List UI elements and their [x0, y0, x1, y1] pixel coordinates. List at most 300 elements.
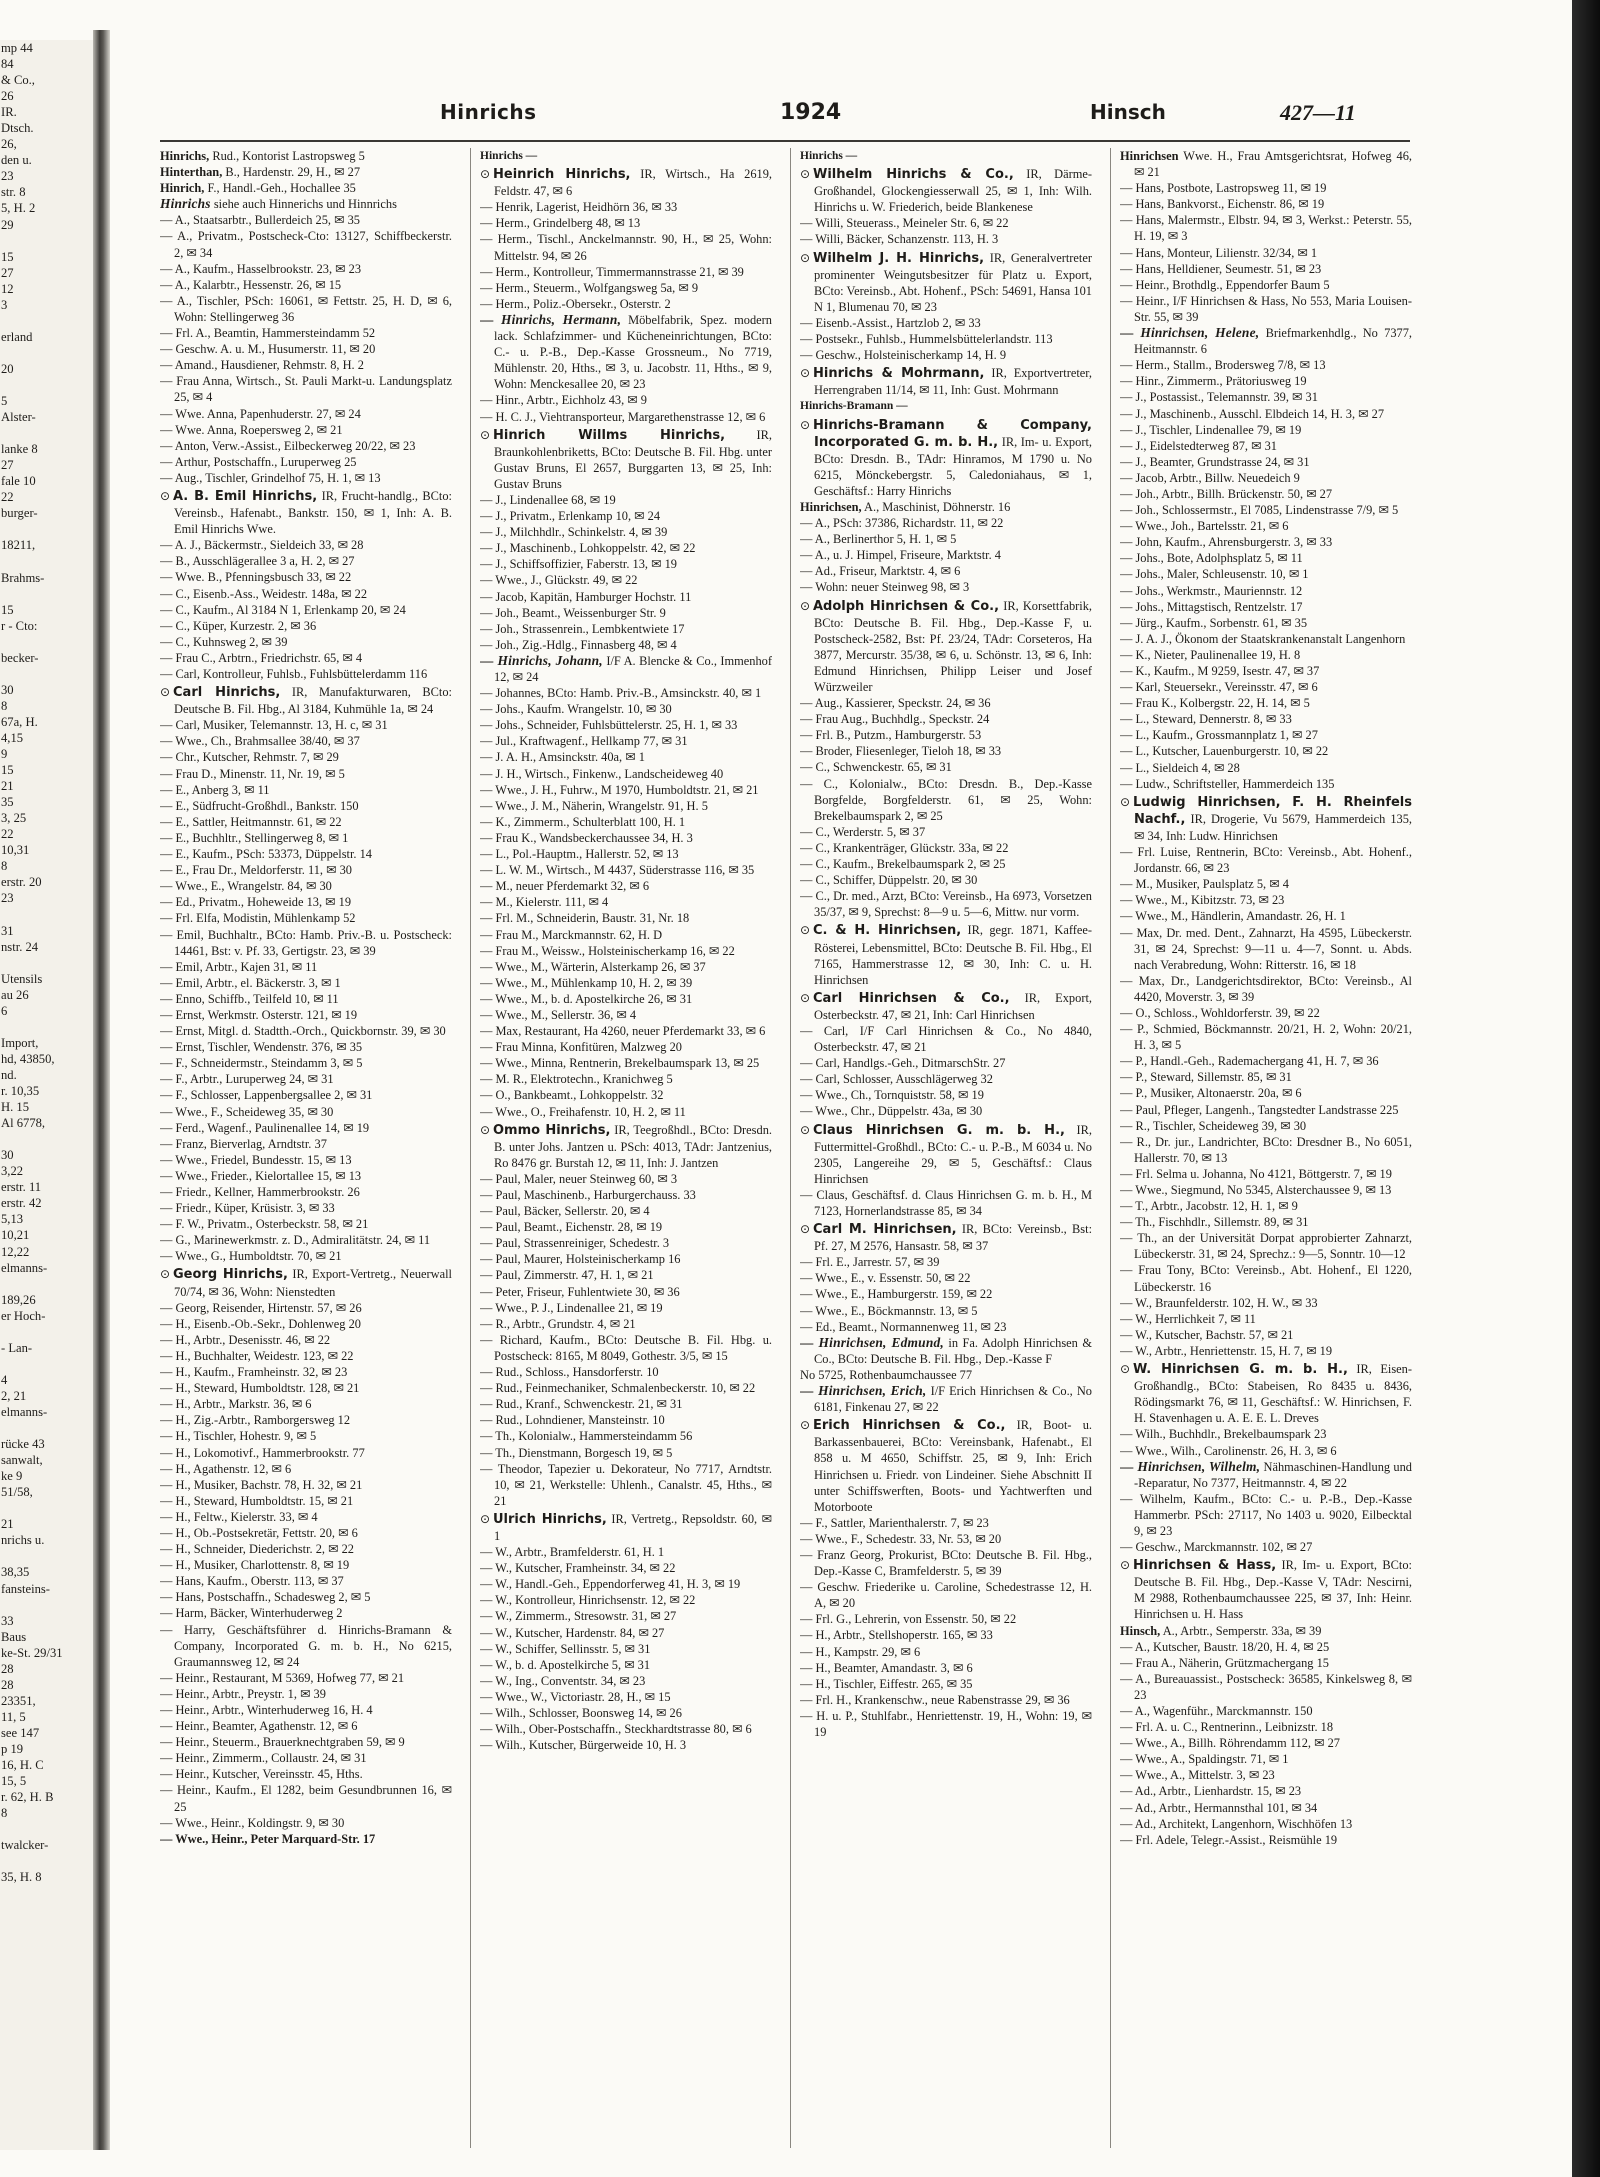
left-page-line: 15 [1, 249, 14, 264]
directory-entry: — T., Arbtr., Jacobstr. 12, H. 1, ✉ 9 [1120, 1199, 1298, 1214]
left-page-line: twalcker- [1, 1838, 49, 1853]
directory-entry: — Wwe., Frieder., Kielortallee 15, ✉ 13 [160, 1168, 362, 1183]
directory-entry: — Anton, Verw.-Assist., Eilbeckerweg 20/22, ✉ 23 [160, 438, 416, 453]
left-page-line: erstr. 20 [1, 875, 42, 890]
directory-entry [1120, 148, 1412, 180]
directory-entry: — Emil, Buchhaltr., BCto: Hamb. Priv.-B. u. Postscheck: 14461, Bst: v. Pf. 33, Gertigstr. 23, ✉ 39 [160, 927, 452, 958]
entry-name: Hinrichs & Mohrmann, [813, 366, 985, 382]
left-page-line [0, 1500, 93, 1516]
left-page-line: 8 [1, 1806, 8, 1821]
entry-details: IR, Teegroßhdl., BCto: Dresdn. B. unter Johs. Jantzen u. PSch: 4013, TAdr: Jantzenius, Ro 8476 gr. Burstah 12, ✉ 11, Inh: J. Jantzen [494, 1122, 772, 1170]
entry-details: IR, Boot- u. Barkassenbauerei, BCto: Vereinsbank, Hafenabt., El 858 u. M 4650, Schiffstr. 25, ✉ 9, Inh: Erich Hinrichsen u. Friedr. von Lindeiner. Siehe Abschnitt II unter Schiffswerften, Boots- und Yachtwerften und Motorboote [814, 1418, 1092, 1514]
firm-marker-icon: ⊙ [480, 1122, 491, 1137]
entry-name: Hinrichsen, [800, 499, 862, 514]
directory-entry: — Frl. M., Schneiderin, Baustr. 31, Nr. 18 [480, 911, 690, 926]
directory-entry: — E., Anberg 3, ✉ 11 [160, 782, 270, 797]
directory-entry: — L., Kutscher, Lauenburgerstr. 10, ✉ 22 [1120, 744, 1329, 759]
directory-entry: — Paul, Pfleger, Langenh., Tangstedter Landstrasse 225 [1120, 1102, 1399, 1117]
left-page-line: 8 [1, 859, 8, 874]
firm-entry [800, 417, 1092, 499]
directory-entry [160, 164, 452, 180]
left-page-line: nstr. 24 [1, 939, 39, 954]
directory-entry: — Geschw., Holsteinischerkamp 14, H. 9 [800, 348, 1007, 363]
directory-entry: — F., Arbtr., Luruperweg 24, ✉ 31 [160, 1072, 334, 1087]
left-page-line [0, 1597, 93, 1613]
firm-entry [480, 427, 772, 492]
directory-entry: — Wwe., J. M., Näherin, Wrangelstr. 91, H. 5 [480, 798, 708, 813]
directory-entry: — Frau Anna, Wirtsch., St. Pauli Markt-u. Landungsplatz 25, ✉ 4 [160, 374, 452, 405]
firm-marker-icon: ⊙ [800, 598, 811, 613]
left-page-line: elmanns- [1, 1404, 48, 1419]
left-page-line: Import, [1, 1035, 39, 1050]
directory-entry: — J., Postassist., Telemannstr. 39, ✉ 31 [1120, 390, 1318, 405]
directory-entry: — Wwe., Wilh., Carolinenstr. 26, H. 3, ✉ 6 [1120, 1443, 1337, 1458]
directory-entry: — Wilhelm, Kaufm., BCto: C.- u. P.-B., Dep.-Kasse Hammerbr. PSch: 27117, No 1403 u. 9020, Eilbecktal 9, ✉ 23 [1120, 1491, 1412, 1538]
directory-entry: — J., Schiffsoffizier, Faberstr. 13, ✉ 19 [480, 557, 677, 572]
directory-entry: — Johannes, BCto: Hamb. Priv.-B., Amsinckstr. 40, ✉ 1 [480, 686, 762, 701]
directory-entry: — Frau M., Marckmannstr. 62, H. D [480, 927, 663, 942]
directory-entry: — Wwe., M., b. d. Apostelkirche 26, ✉ 31 [480, 991, 693, 1006]
directory-entry: — Heinr., I/F Hinrichsen & Hass, No 553, Maria Louisen-Str. 55, ✉ 39 [1120, 293, 1412, 324]
directory-entry [160, 148, 452, 164]
firm-entry [800, 1221, 1092, 1254]
left-page-line: hd, 43850, [1, 1051, 55, 1066]
directory-entry: — Frl. Selma u. Johanna, No 4121, Böttgerstr. 7, ✉ 19 [1120, 1166, 1392, 1181]
firm-marker-icon: ⊙ [160, 1267, 171, 1282]
directory-entry: — L. W. M., Wirtsch., M 4437, Süderstrasse 116, ✉ 35 [480, 863, 755, 878]
entry-name: Hinrich, [160, 181, 205, 196]
entry-details: IR, Drogerie, Vu 5679, Hammerdeich 135, ✉ 34, Inh: Ludw. Hinrichsen [1134, 811, 1412, 843]
directory-entry: — F. W., Privatm., Osterbeckstr. 58, ✉ 21 [160, 1217, 369, 1232]
left-page-line: becker- [1, 650, 39, 665]
directory-entry [1120, 1623, 1412, 1639]
directory-entry: — E., Sattler, Heitmannstr. 61, ✉ 22 [160, 814, 342, 829]
directory-entry: — W., Zimmerm., Stresowstr. 31, ✉ 27 [480, 1609, 677, 1624]
directory-entry: — Wwe., M., Händlerin, Amandastr. 26, H. 1 [1120, 909, 1346, 924]
left-page-line: 10,21 [1, 1228, 30, 1243]
left-page-line: erstr. 42 [1, 1196, 42, 1211]
entry-details: Rud., Kontorist Lastropsweg 5 [212, 149, 365, 163]
directory-entry: — Carl, Musiker, Telemannstr. 13, H. c, ✉ 31 [160, 718, 388, 733]
directory-entry: — Rud., Schloss., Hansdorferstr. 10 [480, 1365, 659, 1380]
directory-entry: — Carl, Handlgs.-Geh., DitmarschStr. 27 [800, 1056, 1006, 1071]
directory-entry: — C., Kaufm., Al 3184 N 1, Erlenkamp 20, ✉ 24 [160, 602, 406, 617]
left-page-line: au 26 [1, 987, 29, 1002]
left-page-line [0, 1821, 93, 1837]
directory-entry: — Geschw. Friederike u. Caroline, Schedestrasse 12, H. A, ✉ 20 [800, 1580, 1092, 1611]
directory-entry: — H., Musiker, Charlottenstr. 8, ✉ 19 [160, 1558, 350, 1573]
directory-entry: — Wwe., Minna, Rentnerin, Brekelbaumspark 13, ✉ 25 [480, 1056, 760, 1071]
left-page-line [0, 521, 93, 537]
left-page-line: 35 [1, 795, 14, 810]
directory-entry: — Broder, Fliesenleger, Tieloh 18, ✉ 33 [800, 744, 1002, 759]
directory-entry: — Ernst, Mitgl. d. Stadtth.-Orch., Quickbornstr. 39, ✉ 30 [160, 1024, 446, 1039]
left-page-line: nd. [1, 1068, 17, 1082]
entry-name: Claus Hinrichsen G. m. b. H., [813, 1122, 1065, 1138]
left-page-line [0, 955, 93, 971]
page-number: 427—11 [1280, 100, 1356, 125]
directory-entry: — Frl. H., Krankenschw., neue Rabenstrasse 29, ✉ 36 [800, 1692, 1070, 1707]
directory-entry: — A., Kutscher, Baustr. 18/20, H. 4, ✉ 25 [1120, 1639, 1330, 1654]
entry-details: IR, Exportvertreter, Herrengraben 11/14, ✉ 11, Inh: Gust. Mohrmann [814, 366, 1092, 398]
directory-entry: — C., Dr. med., Arzt, BCto: Vereinsb., Ha 6973, Vorsetzen 35/37, ✉ 9, Sprechst: 8—9 u. 5—6, Mittw. nur vorm. [800, 889, 1092, 920]
header-rule [160, 140, 1410, 142]
left-page-line: ke 9 [1, 1469, 23, 1484]
entry-details: IR, gegr. 1871, Kaffee-Rösterei, Lebensmittel, BCto: Deutsche B. Fil. Hbg., El 7165, Hammerstrasse 12, ✉ 30, Inh: C. u. H. Hinrichsen [814, 923, 1092, 987]
directory-entry: — Heinr., Beamter, Agathenstr. 12, ✉ 6 [160, 1719, 358, 1734]
directory-entry: — P., Steward, Sillemstr. 85, ✉ 31 [1120, 1070, 1292, 1085]
directory-entry: — H., Ob.-Postsekretär, Fettstr. 20, ✉ 6 [160, 1525, 358, 1540]
directory-entry: — Herm., Kontrolleur, Timmermannstrasse 21, ✉ 39 [480, 264, 744, 279]
entry-details: IR, Export, Osterbeckstr. 47, ✉ 21, Inh: Carl Hinrichsen [814, 990, 1092, 1022]
directory-entry: — Heinr., Brothdlg., Eppendorfer Baum 5 [1120, 277, 1330, 292]
directory-entry: — Ad., Architekt, Langenhorn, Wischhöfen 13 [1120, 1816, 1353, 1831]
entry-name: Heinrich Hinrichs, [493, 167, 631, 183]
entry-name: Carl M. Hinrichsen, [813, 1222, 957, 1238]
column-1 [160, 148, 452, 2148]
directory-entry: — J., Maschinenb., Lohkoppelstr. 42, ✉ 22 [480, 541, 696, 556]
left-page-line: see 147 [1, 1725, 40, 1740]
directory-entry: — Wwe., A., Mittelstr. 3, ✉ 23 [1120, 1768, 1275, 1783]
directory-entry: — Max, Dr. med. Dent., Zahnarzt, Ha 4595, Lübeckerstr. 31, ✉ 24, Sprechst: 9—11 u. 4—7, Sonnt. u. Abds. nach Verabredung, Wohn: Ritterstr. 16, ✉ 18 [1120, 925, 1412, 972]
left-page-line [0, 345, 93, 361]
entry-details: B., Hardenstr. 29, H., ✉ 27 [225, 165, 361, 180]
firm-entry [800, 990, 1092, 1023]
directory-entry: — W., Ing., Conventstr. 34, ✉ 23 [480, 1673, 646, 1688]
left-page-line: fansteins- [1, 1581, 50, 1596]
directory-entry: — H., Schneider, Diederichstr. 2, ✉ 22 [160, 1542, 354, 1557]
firm-entry [160, 684, 452, 717]
left-page-line: 3 [1, 297, 8, 312]
directory-entry: — Jul., Kraftwagenf., Hellkamp 77, ✉ 31 [480, 734, 688, 749]
directory-entry: — Paul, Zimmerstr. 47, H. 1, ✉ 21 [480, 1268, 654, 1283]
directory-entry: — W., Kontrolleur, Hinrichsenstr. 12, ✉ 22 [480, 1593, 696, 1608]
directory-entry: — Herm., Grindelberg 48, ✉ 13 [480, 216, 641, 231]
directory-entry: — Wwe., E., Böckmannstr. 13, ✉ 5 [800, 1303, 978, 1318]
left-page-line: 35, H. 8 [1, 1870, 42, 1885]
left-page-line: 27 [1, 265, 14, 280]
book-gutter [93, 30, 110, 2150]
entry-details: IR, Korsettfabrik, BCto: Deutsche B. Fil. Hbg., Dep.-Kasse F, u. Postscheck-2582, Bst: Pf. 23/24, TAdr: Corseteros, Ha 3877, Mercurstr. 35/38, ✉ 6, u. Schönstr. 13, ✉ 6, Inh: Edmund Hinrichsen, Philipp Leiser und Josef Würzweiler [814, 598, 1092, 694]
column-4 [1120, 148, 1412, 2148]
left-page-line: erland [1, 329, 33, 344]
directory-entry: — Rud., Feinmechaniker, Schmalenbeckerstr. 10, ✉ 22 [480, 1381, 756, 1396]
directory-entry: — Herm., Poliz.-Obersekr., Osterstr. 2 [480, 296, 671, 311]
directory-entry: — Heinr., Restaurant, M 5369, Hofweg 77, ✉ 21 [160, 1670, 405, 1685]
left-page-line: Dtsch. [1, 121, 34, 136]
directory-entry: — Hans, Postbote, Lastropsweg 11, ✉ 19 [1120, 181, 1327, 196]
section-continuation: Hinrichs — [480, 150, 538, 162]
directory-entry: — W., b. d. Apostelkirche 5, ✉ 31 [480, 1657, 651, 1672]
left-page-line: Al 6778, [1, 1116, 46, 1131]
directory-entry: — Paul, Beamt., Eichenstr. 28, ✉ 19 [480, 1220, 663, 1235]
left-page-line: rücke 43 [1, 1437, 45, 1452]
directory-entry: — Wwe., F., Scheideweg 35, ✉ 30 [160, 1104, 334, 1119]
left-page-line: 5, H. 2 [1, 201, 36, 216]
directory-entry: — H., Lokomotivf., Hammerbrookstr. 77 [160, 1445, 365, 1460]
directory-entry: — Johs., Schneider, Fuhlsbüttelerstr. 25, H. 1, ✉ 33 [480, 718, 738, 733]
left-page-line [0, 313, 93, 329]
directory-entry: — H. u. P., Stuhlfabr., Henriettenstr. 19, H., Wohn: 19, ✉ 19 [800, 1708, 1092, 1739]
left-page-line: 3,22 [1, 1164, 24, 1179]
directory-entry: — H., Steward, Humboldtstr. 128, ✉ 21 [160, 1381, 360, 1396]
directory-entry: — L., Kaufm., Grossmannplatz 1, ✉ 27 [1120, 728, 1318, 743]
left-page-line: 11, 5 [1, 1709, 26, 1724]
entry-name: — Hinrichsen, Erich, [800, 1383, 927, 1399]
directory-entry: — Arthur, Postschaffn., Luruperweg 25 [160, 454, 357, 469]
directory-entry: — H., Zig.-Arbtr., Ramborgersweg 12 [160, 1413, 351, 1428]
entry-name: A. B. Emil Hinrichs, [173, 488, 318, 504]
directory-entry: — Harm, Bäcker, Winterhuderweg 2 [160, 1606, 343, 1621]
left-page-line [0, 1131, 93, 1147]
directory-entry: — P., Schmied, Böckmannstr. 20/21, H. 2, Wohn: 20/21, H. 3, ✉ 5 [1120, 1022, 1412, 1053]
entry-details: IR, Eisen-Großhandlg., BCto: Stabeisen, Ro 8435 u. 8436, Rödingsmarkt 76, ✉ 11, Geschäftsf.: W. Hinrichsen, F. H. Stavenhagen u. A. E. E. L. Dreves [1134, 1362, 1412, 1426]
directory-entry: — Frau D., Minenstr. 11, Nr. 19, ✉ 5 [160, 766, 345, 781]
directory-entry: — H., Kaufm., Framheinstr. 32, ✉ 23 [160, 1365, 348, 1380]
directory-entry: — C., Kuhnsweg 2, ✉ 39 [160, 634, 288, 649]
firm-marker-icon: ⊙ [800, 250, 811, 265]
directory-entry: — Th., Fischhdlr., Sillemstr. 89, ✉ 31 [1120, 1215, 1309, 1230]
left-page-line: str. 8 [1, 185, 26, 200]
left-page-line: Utensils [1, 971, 43, 986]
directory-entry: — C., Krankenträger, Glückstr. 33a, ✉ 22 [800, 840, 1009, 855]
left-page-line [0, 1356, 93, 1372]
directory-entry: — Geschw. A. u. M., Husumerstr. 11, ✉ 20 [160, 342, 376, 357]
left-page-line: Alster- [1, 410, 36, 425]
directory-entry: — Rud., Kranf., Schwenckestr. 21, ✉ 31 [480, 1397, 683, 1412]
left-page-line: 28 [1, 1661, 14, 1676]
left-page-line: nrichs u. [1, 1533, 45, 1548]
directory-entry: — Wilh., Schlosser, Boonsweg 14, ✉ 26 [480, 1706, 682, 1720]
directory-entry: — A., Berlinerthor 5, H. 1, ✉ 5 [800, 532, 957, 547]
directory-entry: — Frl. Elfa, Modistin, Mühlenkamp 52 [160, 911, 356, 926]
firm-entry [800, 166, 1092, 215]
left-page-line: 18211, [1, 538, 36, 553]
directory-entry: — Wilh., Buchhdlr., Brekelbaumspark 23 [1120, 1427, 1327, 1442]
firm-entry [800, 922, 1092, 987]
directory-entry: — Hans, Postschaffn., Schadesweg 2, ✉ 5 [160, 1590, 371, 1605]
directory-entry [160, 196, 452, 212]
directory-entry: — Ad., Arbtr., Lienhardstr. 15, ✉ 23 [1120, 1784, 1302, 1799]
entry-details: IR, Im- u. Export, BCto: Dresdn. B., TAdr: Hinramos, M 1790 u. No 6215, Mönckebergstr. 5, Caledoniahaus, ✉ 1, Geschäftsf.: Harry Hinrichs [814, 434, 1092, 498]
directory-entry: — J. H., Wirtsch., Finkenw., Landscheideweg 40 [480, 766, 724, 781]
directory-entry: — Karl, Steuersekr., Vereinsstr. 47, ✉ 6 [1120, 680, 1318, 695]
directory-entry: — Postsekr., Fuhlsb., Hummelsbüttelerlandstr. 113 [800, 332, 1053, 347]
entry-name: Erich Hinrichsen & Co., [813, 1418, 1006, 1434]
directory-entry: — W., Kutscher, Framheinstr. 34, ✉ 22 [480, 1561, 676, 1576]
directory-entry: — F., Schlosser, Lappenbergsallee 2, ✉ 31 [160, 1088, 373, 1103]
left-page-line: H. 15 [1, 1100, 29, 1115]
directory-entry: — Harry, Geschäftsführer d. Hinrichs-Bramann & Company, Incorporated G. m. b. H., No 6215, Graumannsweg 12, ✉ 24 [160, 1622, 452, 1669]
firm-marker-icon: ⊙ [800, 417, 811, 432]
directory-entry: — G., Marinewerkmstr. z. D., Admiralitätstr. 24, ✉ 11 [160, 1233, 431, 1248]
firm-marker-icon: ⊙ [160, 685, 171, 700]
directory-entry: — Heinr., Steuerm., Brauerknechtgraben 59, ✉ 9 [160, 1735, 405, 1750]
firm-entry [160, 1266, 452, 1299]
directory-entry: — Wwe., M., Wärterin, Alsterkamp 26, ✉ 37 [480, 959, 706, 974]
directory-entry: — Frl. E., Jarrestr. 57, ✉ 39 [800, 1255, 940, 1270]
directory-entry: — Wwe., W., Victoriastr. 28, H., ✉ 15 [480, 1689, 671, 1704]
directory-entry: — Carl, Schlosser, Ausschlägerweg 32 [800, 1072, 993, 1087]
directory-entry: — Frau Tony, BCto: Vereinsb., Abt. Hohenf., El 1220, Lübeckerstr. 16 [1120, 1263, 1412, 1294]
directory-entry: — W., Handl.-Geh., Eppendorferweg 41, H. 3, ✉ 19 [480, 1577, 741, 1592]
directory-entry: — R., Tischler, Scheideweg 39, ✉ 30 [1120, 1118, 1307, 1133]
entry-name: Ommo Hinrichs, [493, 1122, 611, 1138]
directory-entry: — Hans, Monteur, Lilienstr. 32/34, ✉ 1 [1120, 245, 1318, 260]
left-page-line: r. 10,35 [1, 1084, 40, 1099]
directory-entry: — Wwe., E., Wrangelstr. 84, ✉ 30 [160, 879, 332, 894]
entry-name: Georg Hinrichs, [173, 1267, 288, 1283]
left-page-line: Baus [1, 1629, 27, 1644]
entry-details: IR, Generalvertreter prominenter Weingutsbesitzer für Platz u. Export, BCto: Vereinsb., Abt. Hohenf., PSch: 54691, Hansa 101 N 1, Blumenau 70, ✉ 23 [814, 250, 1092, 314]
directory-entry: — F., Schneidermstr., Steindamm 3, ✉ 5 [160, 1056, 363, 1071]
directory-entry: — Jürg., Kaufm., Sorbenstr. 61, ✉ 35 [1120, 615, 1308, 630]
left-page-line [0, 1853, 93, 1869]
left-page-line: r - Cto: [1, 618, 38, 633]
entry-name: — Hinrichsen, Edmund, [800, 1334, 944, 1350]
directory-entry: — Wilh., Kutscher, Bürgerweide 10, H. 3 [480, 1738, 687, 1753]
left-page-line: 5 [1, 394, 8, 409]
left-page-line: 12 [1, 281, 14, 296]
entry-details: F., Handl.-Geh., Hochallee 35 [207, 181, 356, 196]
left-page-line: - Lan- [1, 1340, 33, 1355]
left-page-line: 21 [1, 1517, 14, 1532]
directory-entry: — H., Musiker, Bachstr. 78, H. 32, ✉ 21 [160, 1477, 363, 1492]
entry-name: Hinrichs [160, 196, 211, 212]
directory-entry: — W., Kutscher, Bachstr. 57, ✉ 21 [1120, 1327, 1294, 1342]
entry-details: Briefmarkenhdlg., No 7377, Heitmannstr. 6 [1134, 326, 1412, 357]
directory-entry: — Johs., Kaufm. Wrangelstr. 10, ✉ 30 [480, 702, 672, 717]
directory-entry: — Hinr., Zimmerm., Prätoriusweg 19 [1120, 374, 1307, 389]
directory-entry: — Frau M., Weissw., Holsteinischerkamp 16, ✉ 22 [480, 943, 735, 958]
directory-entry: — Friedr., Küper, Krüsistr. 3, ✉ 33 [160, 1201, 335, 1216]
entry-name: Hinrichs-Bramann & Company, Incorporated G. m. b. H., [813, 417, 1092, 450]
directory-entry: — C., Schiffer, Düppelstr. 20, ✉ 30 [800, 873, 978, 888]
directory-entry: — Chr., Kutscher, Rehmstr. 7, ✉ 29 [160, 750, 339, 765]
entry-name: Hinterthan, [160, 165, 223, 180]
directory-entry: — Wwe., Chr., Düppelstr. 43a, ✉ 30 [800, 1104, 983, 1119]
header-first-name: Hinrichs [440, 100, 537, 124]
firm-entry [800, 598, 1092, 696]
directory-entry: — C., Küper, Kurzestr. 2, ✉ 36 [160, 618, 317, 633]
directory-entry: — Joh., Beamt., Weissenburger Str. 9 [480, 605, 666, 620]
left-page-line: 6 [1, 1003, 8, 1018]
directory-entry: — Rud., Lohndiener, Mansteinstr. 10 [480, 1413, 665, 1428]
left-page-line: 21 [1, 779, 14, 794]
directory-entry: — W., Arbtr., Bramfelderstr. 61, H. 1 [480, 1545, 665, 1560]
directory-entry: — C., Eisenb.-Ass., Weidestr. 148a, ✉ 22 [160, 586, 368, 601]
directory-entry: — H., Steward, Humboldtstr. 15, ✉ 21 [160, 1493, 354, 1508]
entry-name: — Hinrichsen, Wilhelm, [1120, 1458, 1261, 1474]
entry-details: IR, Braunkohlenbriketts, BCto: Deutsche B. Fil. Hbg. unter Gustav Bruns, El 2657, Burggarten 13, ✉ 25, Inh: Gustav Bruns [494, 427, 772, 491]
directory-entry: — L., Pol.-Hauptm., Hallerstr. 52, ✉ 13 [480, 847, 679, 862]
entry-details: A., Arbtr., Semperstr. 33a, ✉ 39 [1162, 1623, 1322, 1638]
firm-entry [800, 365, 1092, 398]
left-page-line [0, 666, 93, 682]
directory-entry: — Max, Dr., Landgerichtsdirektor, BCto: Vereinsb., Al 4420, Moverstr. 3, ✉ 39 [1120, 973, 1412, 1004]
header-last-name: Hinsch [1090, 100, 1166, 124]
directory-entry: — M., Musiker, Paulsplatz 5, ✉ 4 [1120, 877, 1289, 892]
entry-details: siehe auch Hinnerichs und Hinnrichs [213, 197, 397, 212]
left-page-line: 16, H. C [1, 1758, 44, 1773]
directory-entry: — A., PSch: 37386, Richardstr. 11, ✉ 22 [800, 516, 1004, 531]
left-page-line: & Co., [1, 73, 35, 88]
left-page-line: 20 [1, 361, 14, 376]
directory-entry: — Hans, Malermstr., Elbstr. 94, ✉ 3, Werkst.: Peterstr. 55, H. 19, ✉ 3 [1120, 213, 1412, 244]
directory-entry: — C., Werderstr. 5, ✉ 37 [800, 824, 926, 839]
left-page-line: 5,13 [1, 1212, 24, 1227]
directory-entry: — Hans, Kaufm., Oberstr. 113, ✉ 37 [160, 1574, 344, 1589]
directory-entry: — Frl. A. u. C., Rentnerinn., Leibnizstr. 18 [1120, 1720, 1334, 1735]
directory-entry: — Frl. Luise, Rentnerin, BCto: Vereinsb., Abt. Hohenf., Jordanstr. 66, ✉ 23 [1120, 845, 1412, 876]
left-page-line: 12,22 [1, 1244, 30, 1259]
entry-details: Möbelfabrik, Spez. modern lack. Schlafzimmer- und Kücheneinrichtungen, BCto: C.- u. P.-B., Dep.-Kasse Grossneum., No 7719, Mühlenstr. 20, Hths., ✉ 3, u. Jacobstr. 11, Hths., ✉ 9, Wohn: Menckesallee 20, ✉ 23 [494, 312, 772, 392]
scan-edge-right [1572, 0, 1600, 2177]
directory-entry: — E., Buchhltr., Stellingerweg 8, ✉ 1 [160, 830, 349, 845]
left-page-line: 4 [1, 1372, 8, 1387]
directory-entry: — Herm., Steuerm., Wolfgangsweg 5a, ✉ 9 [480, 280, 699, 295]
directory-entry: — Amand., Hausdiener, Rehmstr. 8, H. 2 [160, 358, 364, 373]
directory-entry: — Heinr., Arbtr., Winterhuderweg 16, H. 4 [160, 1703, 373, 1717]
left-page-line: 38,35 [1, 1565, 30, 1580]
directory-entry: — Wwe., J., Glückstr. 49, ✉ 22 [480, 573, 638, 588]
directory-entry: — Wwe., Ch., Brahmsallee 38/40, ✉ 37 [160, 734, 360, 749]
left-page-line [0, 425, 93, 441]
directory-entry: — Claus, Geschäftsf. d. Claus Hinrichsen G. m. b. H., M 7123, Hornerlandstrasse 85, ✉ 34 [800, 1187, 1092, 1218]
directory-entry: — Frl. B., Putzm., Hamburgerstr. 53 [800, 728, 982, 743]
left-page-line: 9 [1, 747, 8, 762]
entry-details: IR, Därme-Großhandel, Glockengiesserwall 25, ✉ 1, Inh: Wilh. Hinrichs u. W. Friederich, beide Blankenese [814, 167, 1092, 215]
entry-name: Wilhelm J. H. Hinrichs, [813, 250, 985, 266]
column-3 [800, 148, 1092, 2148]
directory-entry: — Aug., Kassierer, Speckstr. 24, ✉ 36 [800, 696, 991, 711]
column-2 [480, 148, 772, 2148]
directory-entry: — Willi, Bäcker, Schanzenstr. 113, H. 3 [800, 232, 999, 247]
directory-entry: — R., Dr. jur., Landrichter, BCto: Dresdner B., No 6051, Hallerstr. 70, ✉ 13 [1120, 1134, 1412, 1165]
directory-entry: — E., Kaufm., PSch: 53373, Düppelstr. 14 [160, 847, 373, 862]
entry-name: Hinrichs, [160, 149, 210, 163]
directory-entry: — Enno, Schiffb., Teilfeld 10, ✉ 11 [160, 991, 339, 1006]
directory-entry: — K., Nieter, Paulinenallee 19, H. 8 [1120, 647, 1301, 662]
directory-entry: — Wwe., F., Schedestr. 33, Nr. 53, ✉ 20 [800, 1531, 1002, 1546]
directory-entry: — K., Kaufm., M 9259, Isestr. 47, ✉ 37 [1120, 664, 1320, 678]
directory-entry: — Th., Dienstmann, Borgesch 19, ✉ 5 [480, 1445, 673, 1460]
directory-entry: — Willi, Steuerass., Meineler Str. 6, ✉ 22 [800, 216, 1009, 231]
left-page-line [0, 1276, 93, 1292]
directory-entry: — B., Ausschlägerallee 3 a, H. 2, ✉ 27 [160, 554, 355, 569]
left-page-line: 8 [1, 698, 8, 713]
left-page-line: 23351, [1, 1693, 36, 1708]
directory-entry: — Joh., Strassenrein., Lembkentwiete 17 [480, 621, 685, 636]
entry-name: W. Hinrichsen G. m. b. H., [1133, 1362, 1348, 1378]
directory-entry: — Franz Georg, Prokurist, BCto: Deutsche B. Fil. Hbg., Dep.-Kasse C, Bramfelderstr. 5, ✉ 39 [800, 1547, 1092, 1579]
directory-entry: — Joh., Arbtr., Billh. Brückenstr. 50, ✉ 27 [1120, 486, 1333, 501]
entry-name: Hinrichsen [1120, 149, 1179, 163]
directory-entry: — M., neuer Pferdemarkt 32, ✉ 6 [480, 879, 650, 894]
entry-details: Nähmaschinen-Handlung und -Reparatur, No 7377, Heitmannstr. 4, ✉ 22 [1134, 1459, 1412, 1490]
entry-name: — Hinrichs, Johann, [480, 652, 603, 668]
directory-entry: — J. A. H., Amsinckstr. 40a, ✉ 1 [480, 750, 645, 765]
directory-entry: — Johs., Bote, Adolphsplatz 5, ✉ 11 [1120, 551, 1303, 566]
directory-entry: — J., Tischler, Lindenallee 79, ✉ 19 [1120, 422, 1302, 437]
entry-details: IR, Export-Vertretg., Neuerwall 70/74, ✉ 36, Wohn: Nienstedten [174, 1267, 452, 1299]
directory-entry: — Paul, Strassenreiniger, Schedestr. 3 [480, 1236, 670, 1251]
left-page-line: 23 [1, 169, 14, 184]
left-page-line: erstr. 11 [1, 1180, 42, 1195]
directory-entry: — W., Schiffer, Sellinsstr. 5, ✉ 31 [480, 1641, 651, 1656]
directory-entry: — Carl, Kontrolleur, Fuhlsb., Fuhlsbüttelerdamm 116 [160, 667, 428, 681]
left-page-line: 26, [1, 137, 17, 152]
